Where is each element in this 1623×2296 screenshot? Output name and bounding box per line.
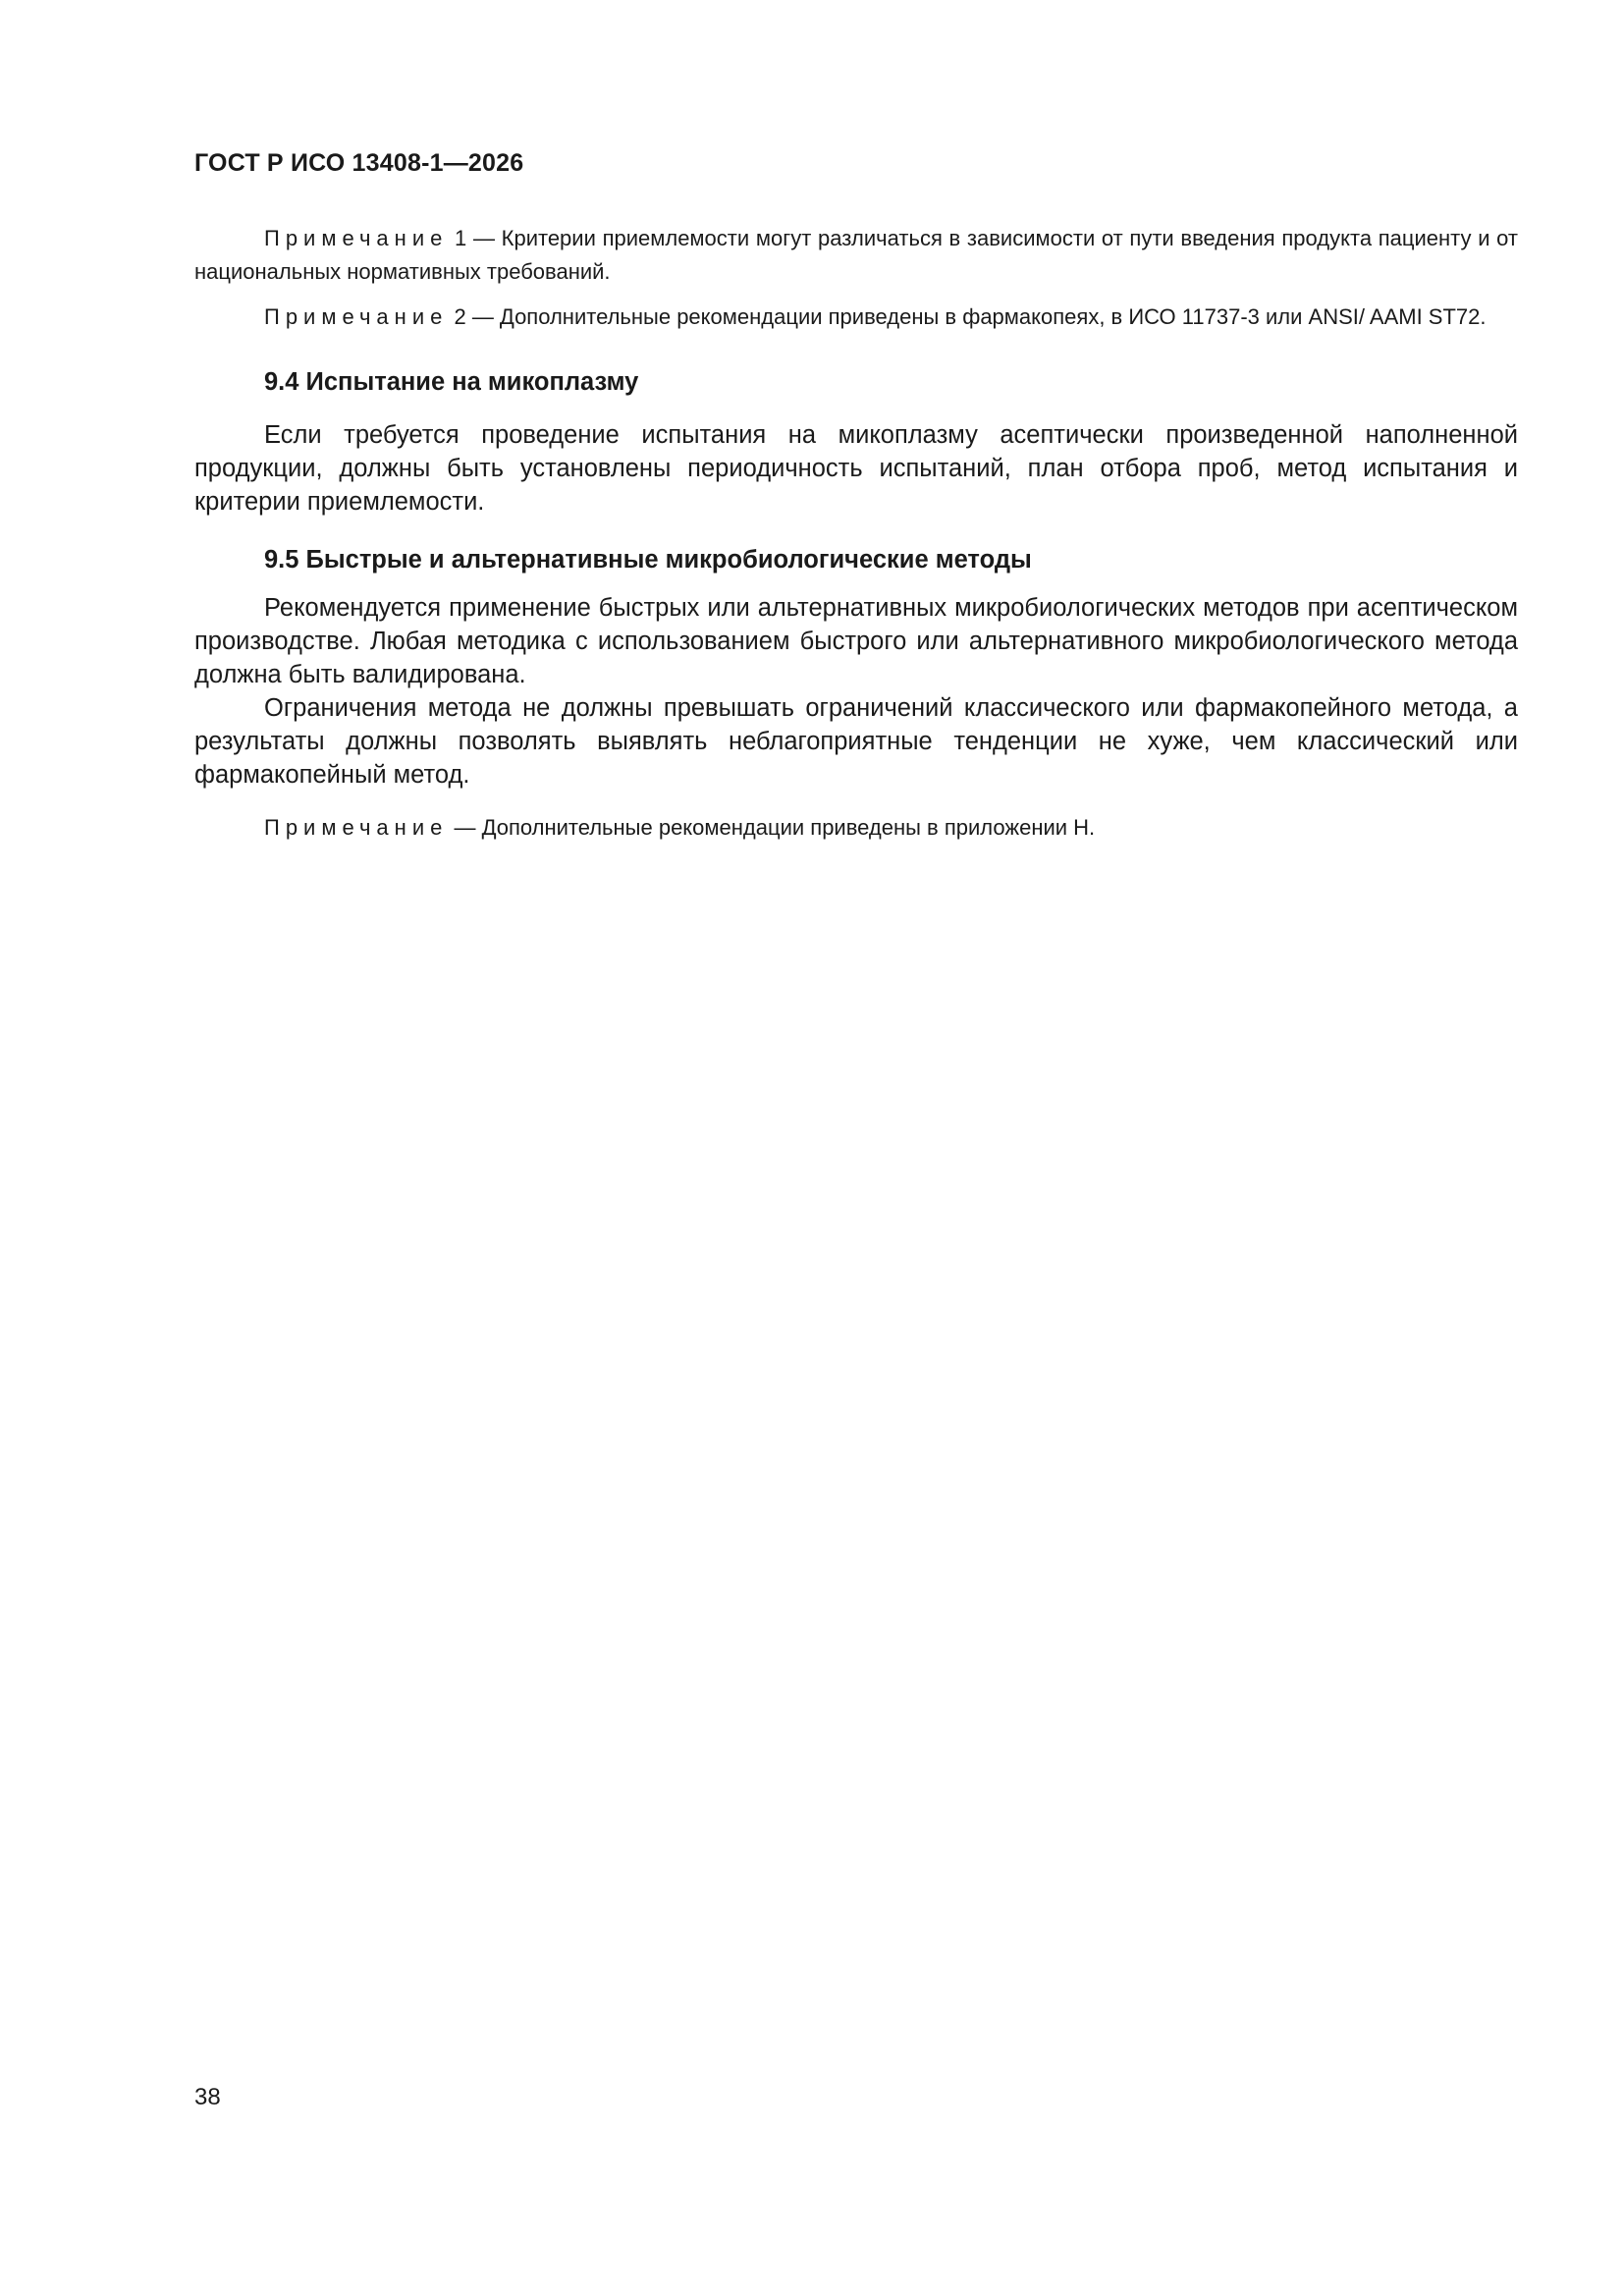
note-2-number: 2: [448, 304, 466, 329]
section-9-4-heading: 9.4 Испытание на микоплазму: [264, 368, 639, 396]
section-9-4-paragraph: Если требуется проведение испытания на микоплазму асептически произведенной наполненной продукции, должны быть установлены периодичность испытаний, план отбора проб, метод испытания и критерии приемлемости.: [194, 421, 1518, 516]
section-9-5-note: [194, 811, 1518, 845]
note-1-number: 1: [448, 226, 467, 250]
section-9-5-note-text: — Дополнительные рекомендации приведены в приложении Н.: [448, 815, 1096, 840]
section-9-5-heading: 9.5 Быстрые и альтернативные микробиологические методы: [264, 546, 1032, 574]
page-number: 38: [194, 2084, 221, 2110]
page-content: [194, 222, 1518, 856]
note-1-label: Примечание: [264, 226, 449, 250]
running-header-standard-id: ГОСТ Р ИСО 13408-1—2026: [194, 149, 524, 177]
section-9-5-note-label: Примечание: [264, 815, 449, 840]
note-1-text: — Критерии приемлемости могут различаться в зависимости от пути введения продукта пациенту и от национальных нормативных требований.: [194, 226, 1518, 284]
section-9-5-paragraph-2: Ограничения метода не должны превышать ограничений классического или фармакопейного метода, а результаты должны позволять выявлять неблагоприятные тенденции не хуже, чем классический или фармакопейный метод.: [194, 694, 1518, 789]
section-9-5-paragraph-1: Рекомендуется применение быстрых или альтернативных микробиологических методов при асептическом производстве. Любая методика с использованием быстрого или альтернативного микробиологического метода должна быть валидирована.: [194, 594, 1518, 688]
note-2-text: — Дополнительные рекомендации приведены в фармакопеях, в ИСО 11737-3 или ANSI/ AAMI ST72.: [465, 304, 1487, 329]
note-1: [194, 222, 1518, 289]
note-2: [194, 301, 1518, 334]
note-2-label: Примечание: [264, 304, 449, 329]
